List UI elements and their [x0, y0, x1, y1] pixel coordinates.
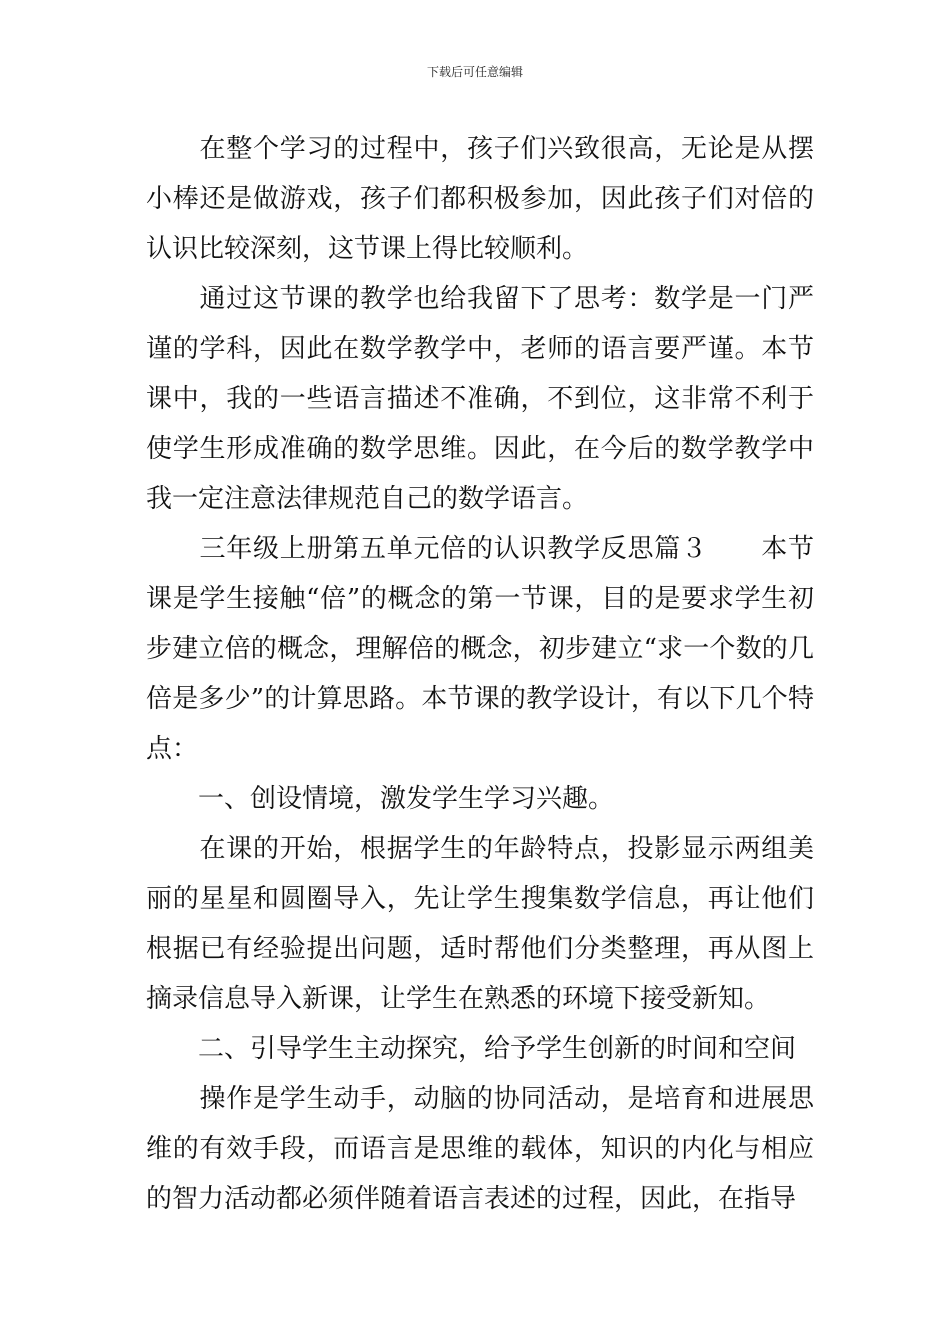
- paragraph-5: 在课的开始，根据学生的年龄特点，投影显示两组美丽的星星和圆圈导入，先让学生搜集数学信息，再让他们根据已有经验提出问题，适时帮他们分类整理，再从图上摘录信息导入新课，让学生在熟悉的环境下接受新知。: [146, 834, 814, 1014]
- paragraph-2: 通过这节课的教学也给我留下了思考：数学是一门严谨的学科，因此在数学教学中，老师的语言要严谨。本节课中，我的一些语言描述不准确，不到位，这非常不利于使学生形成准确的数学思维。因此，在今后的数学教学中我一定注意法律规范自己的数学语言。: [146, 284, 814, 514]
- paragraph-4: 一、创设情境，激发学生学习兴趣。: [146, 784, 615, 814]
- paragraph-1: 在整个学习的过程中，孩子们兴致很高，无论是从摆小棒还是做游戏，孩子们都积极参加，因此孩子们对倍的认识比较深刻，这节课上得比较顺利。: [146, 134, 814, 264]
- document-body: [146, 124, 814, 1224]
- paragraph-3: 三年级上册第五单元倍的认识教学反思篇３ 本节课是学生接触“倍”的概念的第一节课，目的是要求学生初步建立倍的概念，理解倍的概念，初步建立“求一个数的几倍是多少”的计算思路。本节课的教学设计，有以下几个特点：: [146, 534, 814, 764]
- paragraph-7: 操作是学生动手，动脑的协同活动，是培育和进展思维的有效手段，而语言是思维的载体，知识的内化与相应的智力活动都必须伴随着语言表述的过程，因此，在指导: [146, 1084, 814, 1214]
- paragraph-6: 二、引导学生主动探究，给予学生创新的时间和空间: [146, 1034, 797, 1064]
- page-header: 下载后可任意编辑: [426, 65, 523, 79]
